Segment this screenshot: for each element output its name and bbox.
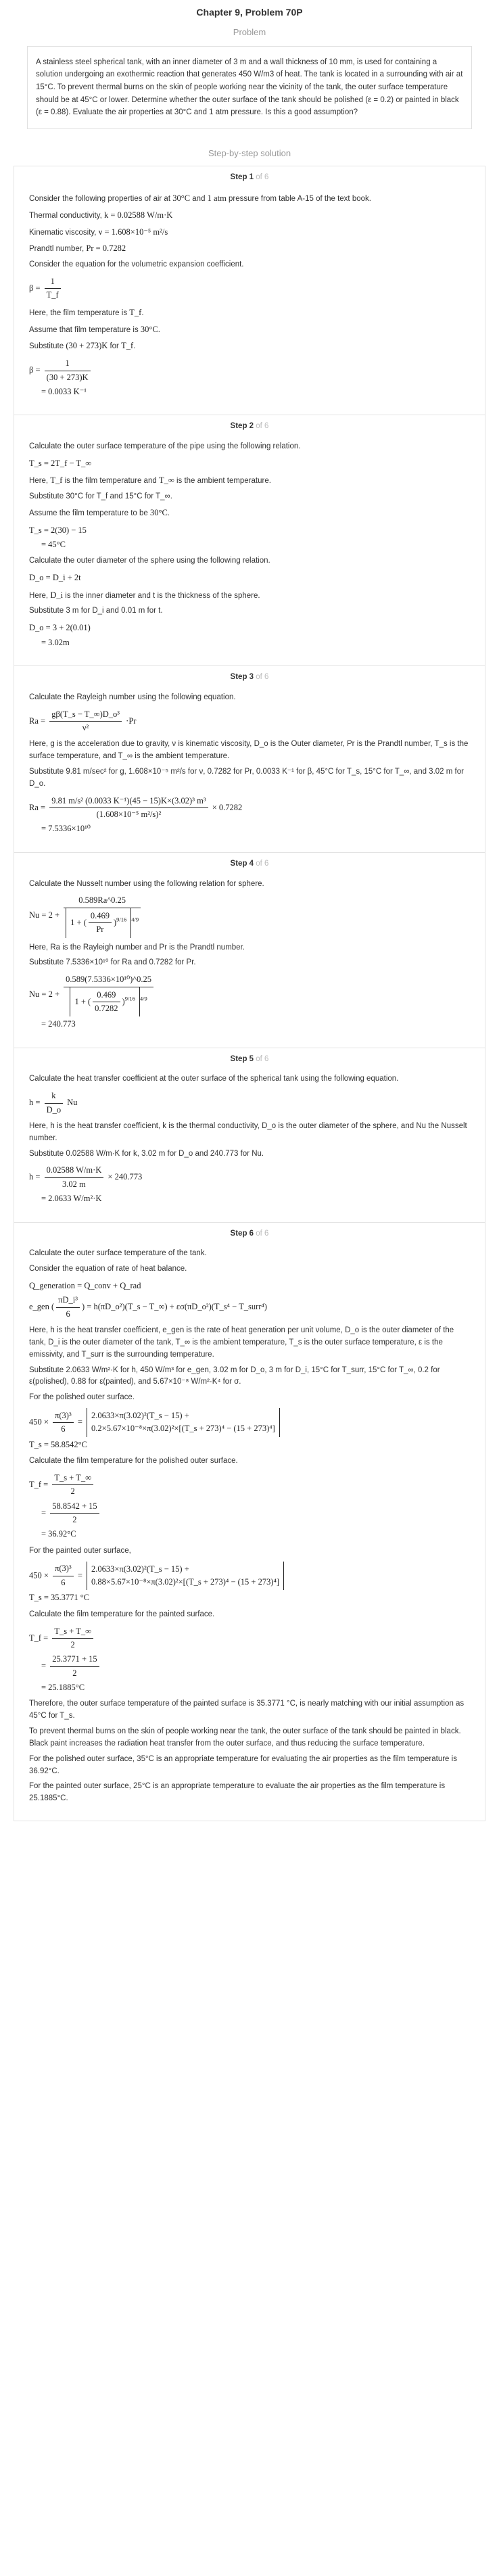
chapter-title: Chapter 9, Problem 70P xyxy=(196,7,303,18)
step-text: Consider the equation of rate of heat balance. xyxy=(29,1265,187,1273)
step-text: Calculate the Rayleigh number using the following equation. xyxy=(29,693,236,701)
problem-text: A stainless steel spherical tank, with an inner diameter of 3 m and a wall thickness of 10 mm, is used for containing a solution undergoing an exothermic reaction that generates 450 W/m3 of heat. The tank is located in a surrounding with air at 15°C. To prevent thermal burns on the skin of people working near the vicinity of the tank, the outer surface temperature should be at 45°C or lower. Determine whether the outer surface of the tank should be polished (ε = 0.2) or painted in black (ε = 0.88). Evaluate the air properties at 30°C and 1 atm pressure. Is this a good assumption? xyxy=(36,57,463,117)
equation: T_s = 2(30) − 15 = 45°C xyxy=(29,525,87,550)
step-text: Assume that film temperature is 30°C. xyxy=(29,324,160,334)
step-heading: Step 6 of 6 xyxy=(230,1229,269,1238)
step-text: Substitute 7.5336×10¹⁰ for Ra and 0.7282 for Pr. xyxy=(29,958,196,967)
step-text: To prevent thermal burns on the skin of people working near the tank, the outer surface of the tank should be painted in black. Black paint increases the radiation heat transfer from the outer surface, and thus reducing the surface temperature. xyxy=(29,1727,461,1748)
step-text: Calculate the heat transfer coefficient at the outer surface of the spherical tank using the following equation. xyxy=(29,1075,399,1083)
step-text: Substitute (30 + 273)K for T_f. xyxy=(29,341,136,351)
step-4 xyxy=(14,852,485,1048)
step-text: Here, T_f is the film temperature and T_∞ is the ambient temperature. xyxy=(29,475,271,486)
equation: T_f = $\frac{T\_s + T\_\infty}{2}$ = $\frac{58.8542 + 15}{2}$ = 36.92°C xyxy=(29,1472,470,1541)
step-6 xyxy=(14,1222,485,1821)
equation: D_o = D_i + 2t xyxy=(29,573,81,583)
step-text: Kinematic viscosity, ν = 1.608×10⁻⁵ m²/s xyxy=(29,227,168,237)
step-text: Calculate the film temperature for the painted surface. xyxy=(29,1610,215,1618)
step-text: Substitute 0.02588 W/m·K for k, 3.02 m for D_o and 240.773 for Nu. xyxy=(29,1149,264,1158)
step-heading: Step 4 of 6 xyxy=(230,859,269,868)
steps-container xyxy=(14,166,485,1821)
step-2 xyxy=(14,415,485,665)
step-text: Assume the film temperature to be 30°C. xyxy=(29,507,170,517)
step-text: Calculate the outer surface temperature of the pipe using the following relation. xyxy=(29,442,301,451)
step-text: For the polished outer surface, 35°C is an appropriate temperature for evaluating the air properties as the film temperature is 36.92°C. xyxy=(29,1754,457,1775)
step-heading: Step 5 of 6 xyxy=(230,1054,269,1063)
step-text: Here, the film temperature is T_f. xyxy=(29,307,144,317)
step-text: Substitute 3 m for D_i and 0.01 m for t. xyxy=(29,607,163,615)
equation: D_o = 3 + 2(0.01) = 3.02m xyxy=(29,623,91,647)
step-text: Calculate the outer diameter of the sphere using the following relation. xyxy=(29,557,270,565)
step-text: Here, h is the heat transfer coefficient, e_gen is the rate of heat generation per unit volume, D_o is the outer diameter of the tank, D_i is the outer diameter of the tank, T_∞ is the ambient temperature, T_s is the outer surface temperature, ε is the emissivity, and T_surr is the surrounding temperature. xyxy=(29,1326,454,1359)
step-text: Here, g is the acceleration due to gravity, ν is kinematic viscosity, D_o is the Outer diameter, Pr is the Prandtl number, T_s is the surface temperature, and T_∞ is the ambient temperature. xyxy=(29,740,469,761)
step-text: Substitute 2.0633 W/m²·K for h, 450 W/m³ for e_gen, 3.02 m for D_o, 3 m for D_i, 15°C for T_surr, 15°C for T_∞, 0.2 for ε(polished), 0.88 for ε(painted), and 5.67×10⁻⁸ W/m²·K⁴ for σ. xyxy=(29,1365,440,1386)
equation: T_s = 2T_f − T_∞ xyxy=(29,458,92,468)
equation: Ra = $\frac{\text{9.81 m/s² (0.0033 K⁻¹)(45 − 15)K×(3.02)³ m³}}{\text{(1.608×10⁻⁵ m²/s)²}}$ × 0.7282 = 7.5336×10¹⁰ xyxy=(29,795,243,834)
step-heading: Step 1 of 6 xyxy=(230,173,269,182)
equation: h = $\frac{k}{D\_o}$ Nu xyxy=(29,1091,78,1115)
equation: Nu = 2 + 0.589Ra^0.25 1 + ( $\frac{0.469}{Pr}$ )$^{9/16}$ $^{4/9}$ xyxy=(29,894,470,937)
step-text: Thermal conductivity, k = 0.02588 W/m·K xyxy=(29,210,173,220)
step-text: Prandtl number, Pr = 0.7282 xyxy=(29,243,126,254)
step-text: Calculate the Nusselt number using the following relation for sphere. xyxy=(29,879,264,888)
equation: Ra = $\frac{\text{gβ(T\_s − T\_∞)D\_o³}}{\text{ν²}}$ ·Pr xyxy=(29,709,137,733)
step-text: Calculate the film temperature for the polished outer surface. xyxy=(29,1457,238,1466)
equation: 450 × $\frac{\text{π(3)³}}{6}$ = 2.0633×π(3.02)²(T_s − 15) + 0.2×5.67×10⁻⁸×π(3.02)²×[(T_s + 273)⁴ − (15 + 273)⁴] T_s = 58.8542°C xyxy=(29,1408,470,1451)
problem-label: Problem xyxy=(233,26,266,37)
step-text: Calculate the outer surface temperature of the tank. xyxy=(29,1249,207,1258)
step-text: Substitute 9.81 m/sec² for g, 1.608×10⁻⁵ m²/s for ν, 0.7282 for Pr, 0.0033 K⁻¹ for β, 45°C for T_s, 15°C for T_∞, and 3.02 m for D_o. xyxy=(29,768,464,788)
step-heading: Step 3 of 6 xyxy=(230,673,269,682)
step-3 xyxy=(14,665,485,852)
equation: h = $\frac{0.02588 W/m\cdot K}{3.02 m}$ × 240.773 = 2.0633 W/m²·K xyxy=(29,1165,143,1204)
step-5 xyxy=(14,1048,485,1222)
problem-statement xyxy=(27,46,472,129)
equation: T_f = $\frac{T\_s + T\_\infty}{2}$ = $\frac{25.3771 + 15}{2}$ = 25.1885°C xyxy=(29,1625,470,1695)
step-text: For the painted outer surface, xyxy=(29,1546,131,1555)
equation: β = $\frac{1}{T\_f}$ xyxy=(29,275,470,302)
step-1 xyxy=(14,166,485,415)
step-text: Consider the equation for the volumetric expansion coefficient. xyxy=(29,260,244,269)
step-by-step-label: Step-by-step solution xyxy=(208,147,291,158)
equation: β = $\frac{1}{(30 + 273)K}$ = 0.0033 K⁻¹ xyxy=(29,357,470,398)
step-text: For the polished outer surface. xyxy=(29,1393,135,1402)
step-text: For the painted outer surface, 25°C is an appropriate temperature to evaluate the air properties as the film temperature is 25.1885°C. xyxy=(29,1782,446,1803)
equation: Nu = 2 + 0.589(7.5336×10¹⁰)^0.25 1 + ( $\frac{0.469}{0.7282}$ )$^{9/16}$ $^{4/9}$ = 240.773 xyxy=(29,973,470,1031)
equation: 450 × $\frac{\text{π(3)³}}{6}$ = 2.0633×π(3.02)²(T_s − 15) + 0.88×5.67×10⁻⁸×π(3.02)²×[(T_s + 273)⁴ − (15 + 273)⁴] T_s = 35.3771 °C xyxy=(29,1562,470,1605)
step-text: Substitute 30°C for T_f and 15°C for T_∞. xyxy=(29,492,172,501)
step-heading: Step 2 of 6 xyxy=(230,422,269,431)
step-text: Therefore, the outer surface temperature of the painted surface is 35.3771 °C, is nearly matching with our initial assumption as 45°C for T_s. xyxy=(29,1700,465,1720)
step-text: Here, Ra is the Rayleigh number and Pr is the Prandtl number. xyxy=(29,943,245,952)
step-text: Consider the following properties of air at 30°C and 1 atm pressure from table A-15 of the text book. xyxy=(29,193,371,203)
equation: Q_generation = Q_conv + Q_rad e_gen ( $\frac{\text{πD\_i³}}{6}$ ) = h(πD_o²)(T_s − T_∞) + εσ(πD_o²)(T_s⁴ − T_surr⁴) xyxy=(29,1281,267,1319)
step-text: Here, D_i is the inner diameter and t is the thickness of the sphere. xyxy=(29,590,260,600)
step-text: Here, h is the heat transfer coefficient, k is the thermal conductivity, D_o is the outer diameter of the sphere, and Nu the Nusselt number. xyxy=(29,1122,467,1142)
